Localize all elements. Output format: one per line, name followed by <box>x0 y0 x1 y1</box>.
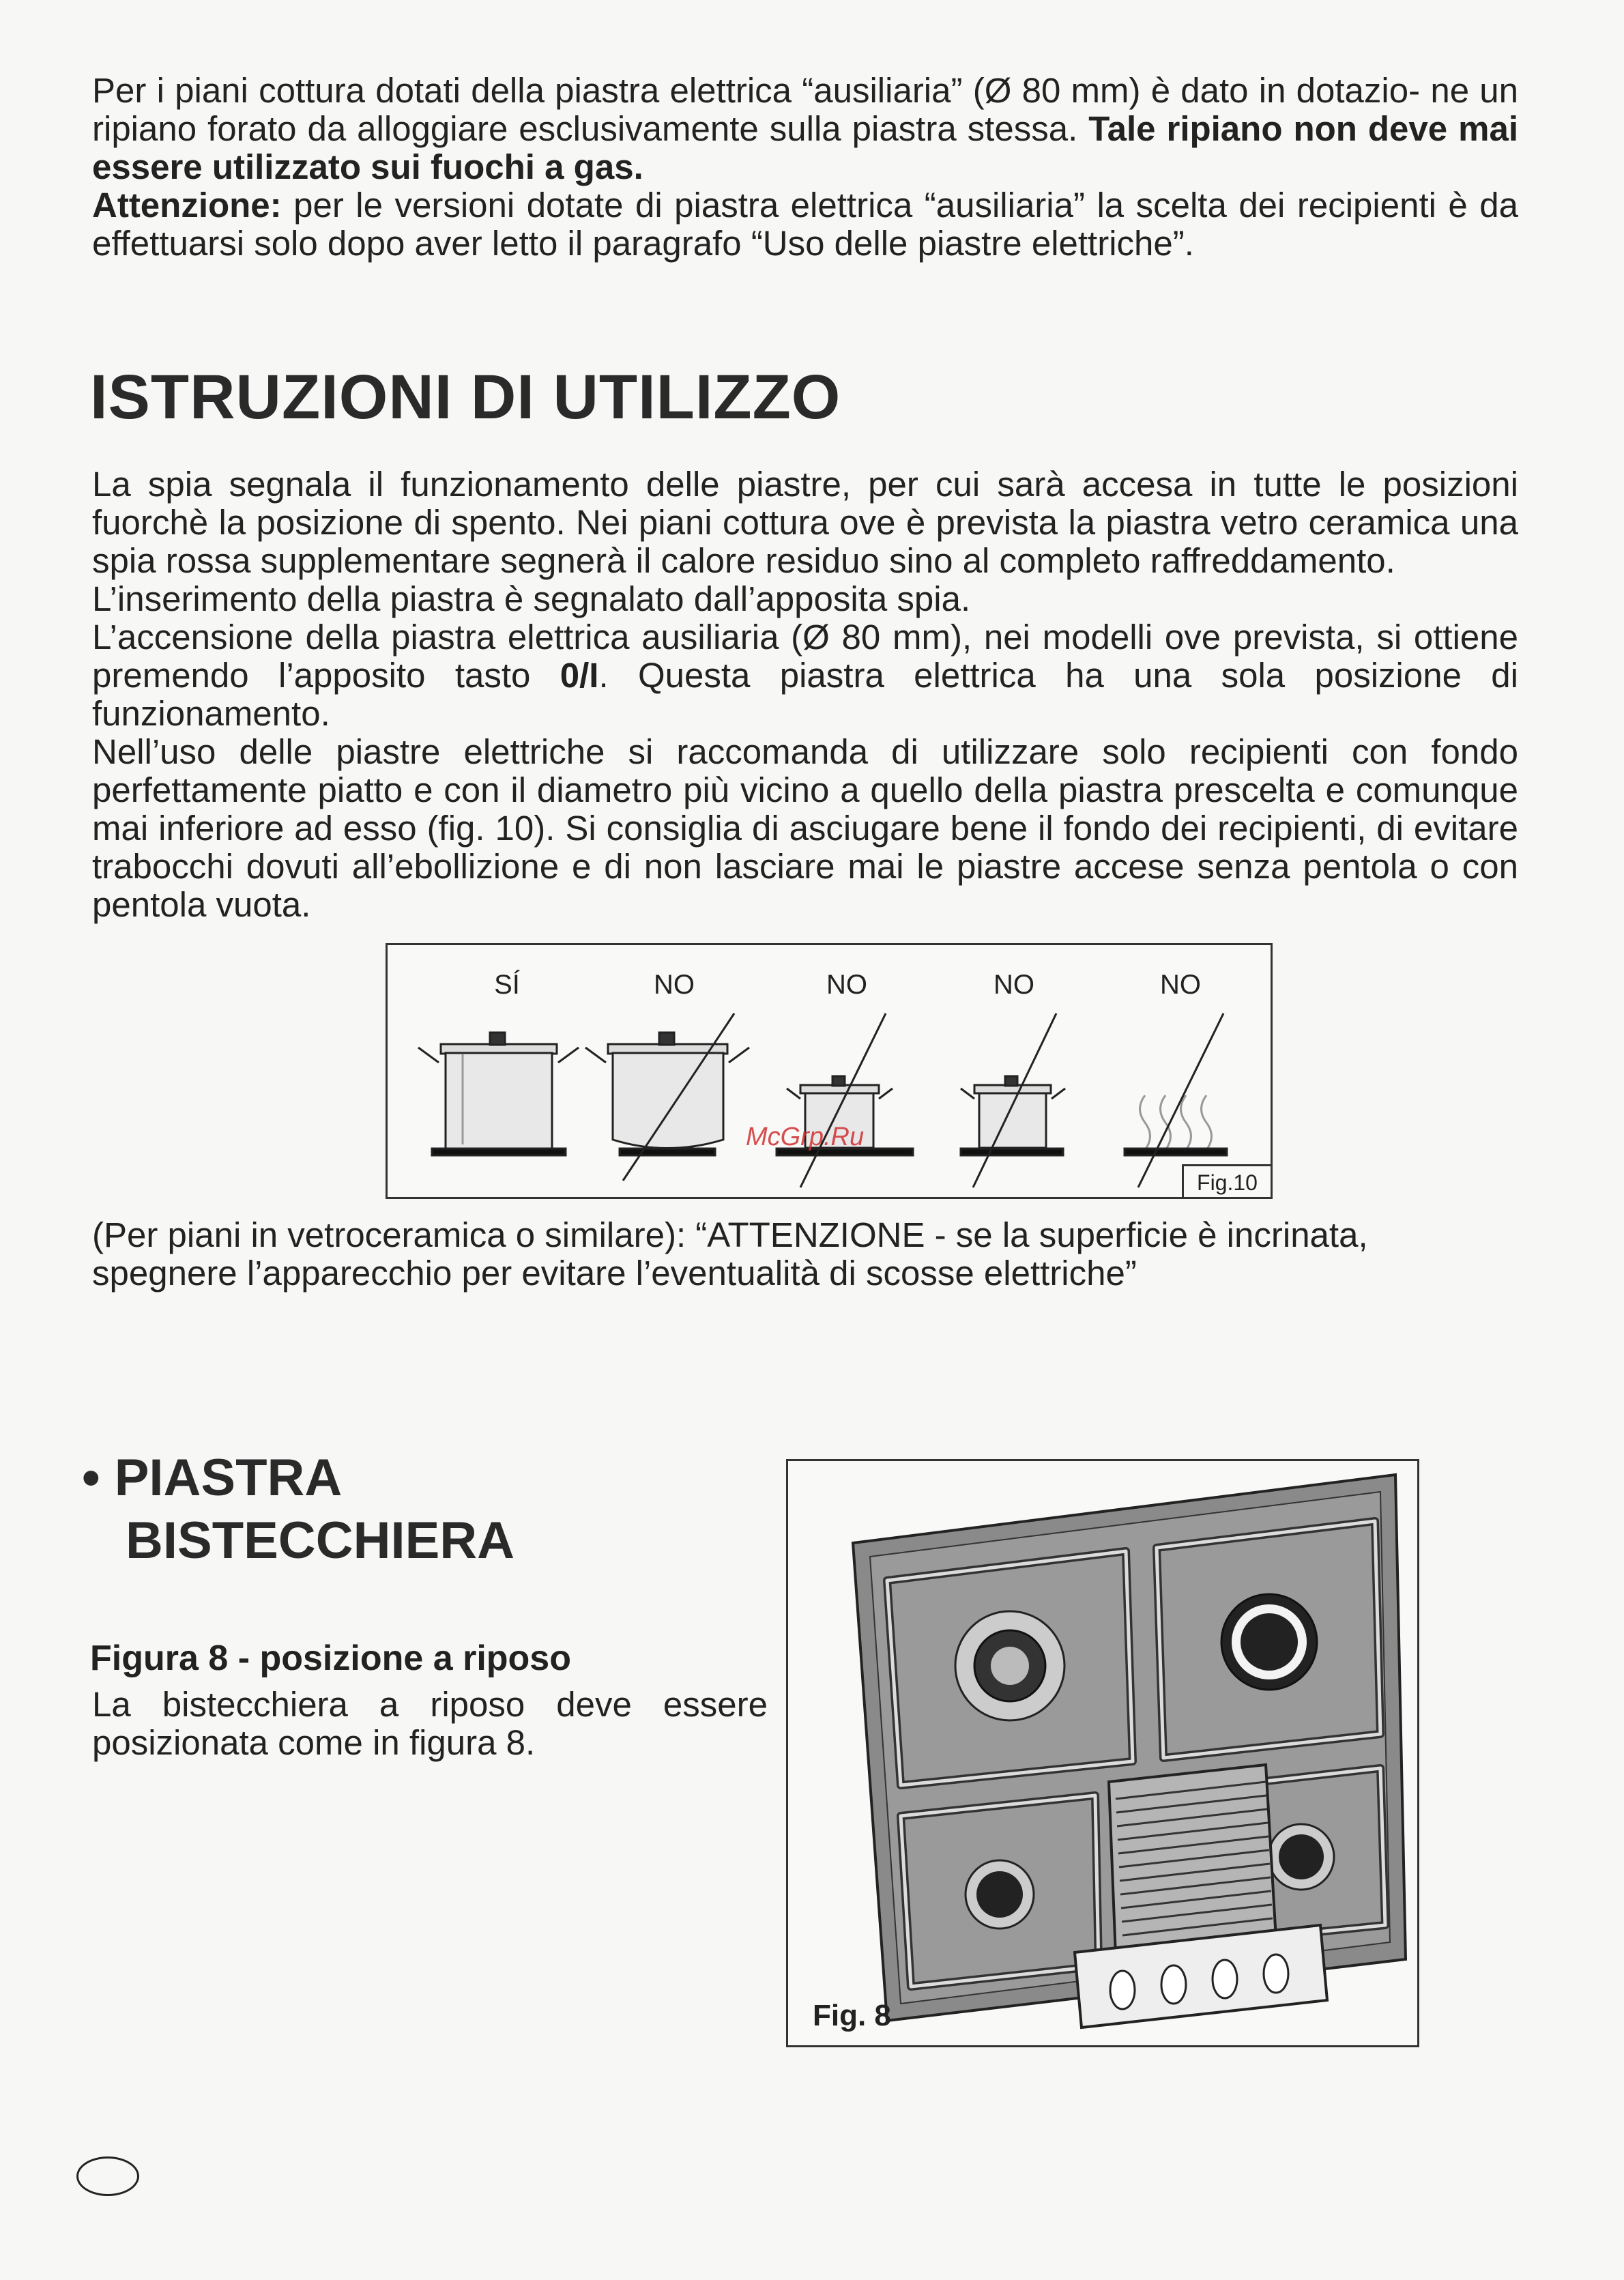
pot-too-small-icon <box>777 1013 913 1187</box>
section2-title-line2: BISTECCHIERA <box>126 1512 515 1570</box>
pot-uneven-icon <box>961 1013 1065 1187</box>
burner-front-left-icon <box>966 1860 1034 1929</box>
burner-large-icon <box>955 1611 1064 1720</box>
section-title-istruzioni: ISTRUZIONI DI UTILIZZO <box>90 362 841 432</box>
section-title-bistecchiera <box>82 1447 514 1572</box>
figure8-subtitle: Figura 8 - posizione a riposo <box>90 1639 571 1678</box>
warning-paragraph: (Per piani in vetroceramica o similare): “ATTENZIONE - se la superficie è incrinata, spegnere l’apparecchio per evitare l’eventualità di scosse elettriche” <box>92 1215 1368 1293</box>
grill-plate-icon <box>1109 1765 1276 1956</box>
section2-text: La bistecchiera a riposo deve essere posizionata come in figura 8. <box>92 1685 768 1762</box>
intro-line2: ne un ripiano forato da alloggiare esclusivamente sulla piastra stessa. <box>92 71 1519 148</box>
fig10-label-no-1: NO <box>654 970 695 1000</box>
figure-10 <box>386 943 1273 1199</box>
attention-text: per le versioni dotate di piastra elettrica “ausiliaria” la scelta dei recipienti è da effettuarsi solo dopo aver letto il paragrafo “Uso delle piastre elettriche”. <box>92 186 1518 263</box>
burner-rear-right-icon <box>1221 1594 1317 1690</box>
intro-bold-2: non deve mai essere utilizzato sui fuochi a gas. <box>92 109 1518 186</box>
section1-p3b: . Questa piastra elettrica ha una sola posizione di funzionamento. <box>92 656 1519 733</box>
burner-front-right-icon <box>1268 1824 1334 1890</box>
intro-paragraph <box>92 72 1518 263</box>
fig10-label-no-3: NO <box>994 970 1034 1000</box>
attention-label: Attenzione: <box>92 186 282 225</box>
plate-empty-icon <box>1125 1013 1227 1187</box>
pot-correct-icon <box>418 1033 579 1155</box>
section2-title-line1: • PIASTRA <box>82 1449 343 1507</box>
intro-bold-1: Tale ripiano <box>1088 109 1283 148</box>
section1-p4: Nell’uso delle piastre elettriche si raccomanda di utilizzare solo recipienti con fondo perfettamente piatto e con il diametro più vicino a quello della piastra prescelta e comunque mai inferiore ad esso (fig. 10). Si consiglia di asciugare bene il fondo dei recipienti, di evitare trabocchi dovuti all’ebollizione e di non lasciare mai le piastre accese senza pentola o con pentola vuota. <box>92 732 1518 924</box>
section1-p2: L’inserimento della piastra è segnalato dall’apposita spia. <box>92 579 971 618</box>
section1-p3a: L’accensione della piastra elettrica ausiliaria (Ø 80 mm), nei modelli ove prevista, si ottiene premendo l’apposito tasto <box>92 618 1518 695</box>
fig10-label-no-4: NO <box>1160 970 1201 1000</box>
figure-8 <box>786 1459 1419 2047</box>
page-number-oval <box>76 2156 139 2196</box>
watermark: McGrp.Ru <box>746 1123 865 1151</box>
hob-illustration <box>788 1461 1417 2045</box>
fig8-caption: Fig. 8 <box>813 1999 891 2032</box>
fig10-caption: Fig.10 <box>1182 1164 1271 1197</box>
pot-wrong-size-icon <box>585 1013 749 1181</box>
section1-body <box>92 465 1518 924</box>
fig10-label-no-2: NO <box>826 970 867 1000</box>
intro-line1: Per i piani cottura dotati della piastra elettrica “ausiliaria” (Ø 80 mm) è dato in dotazio- <box>92 71 1421 110</box>
fig10-illustration <box>388 945 1271 1197</box>
section1-p1: La spia segnala il funzionamento delle piastre, per cui sarà accesa in tutte le posizioni fuorchè la posizione di spento. Nei piani cottura ove è prevista la piastra vetro ceramica una spia rossa supplementare segnerà il calore residuo sino al completo raffreddamento. <box>92 465 1518 580</box>
fig10-label-yes: SÍ <box>494 970 520 1000</box>
key-0-1: 0/I <box>560 656 599 695</box>
